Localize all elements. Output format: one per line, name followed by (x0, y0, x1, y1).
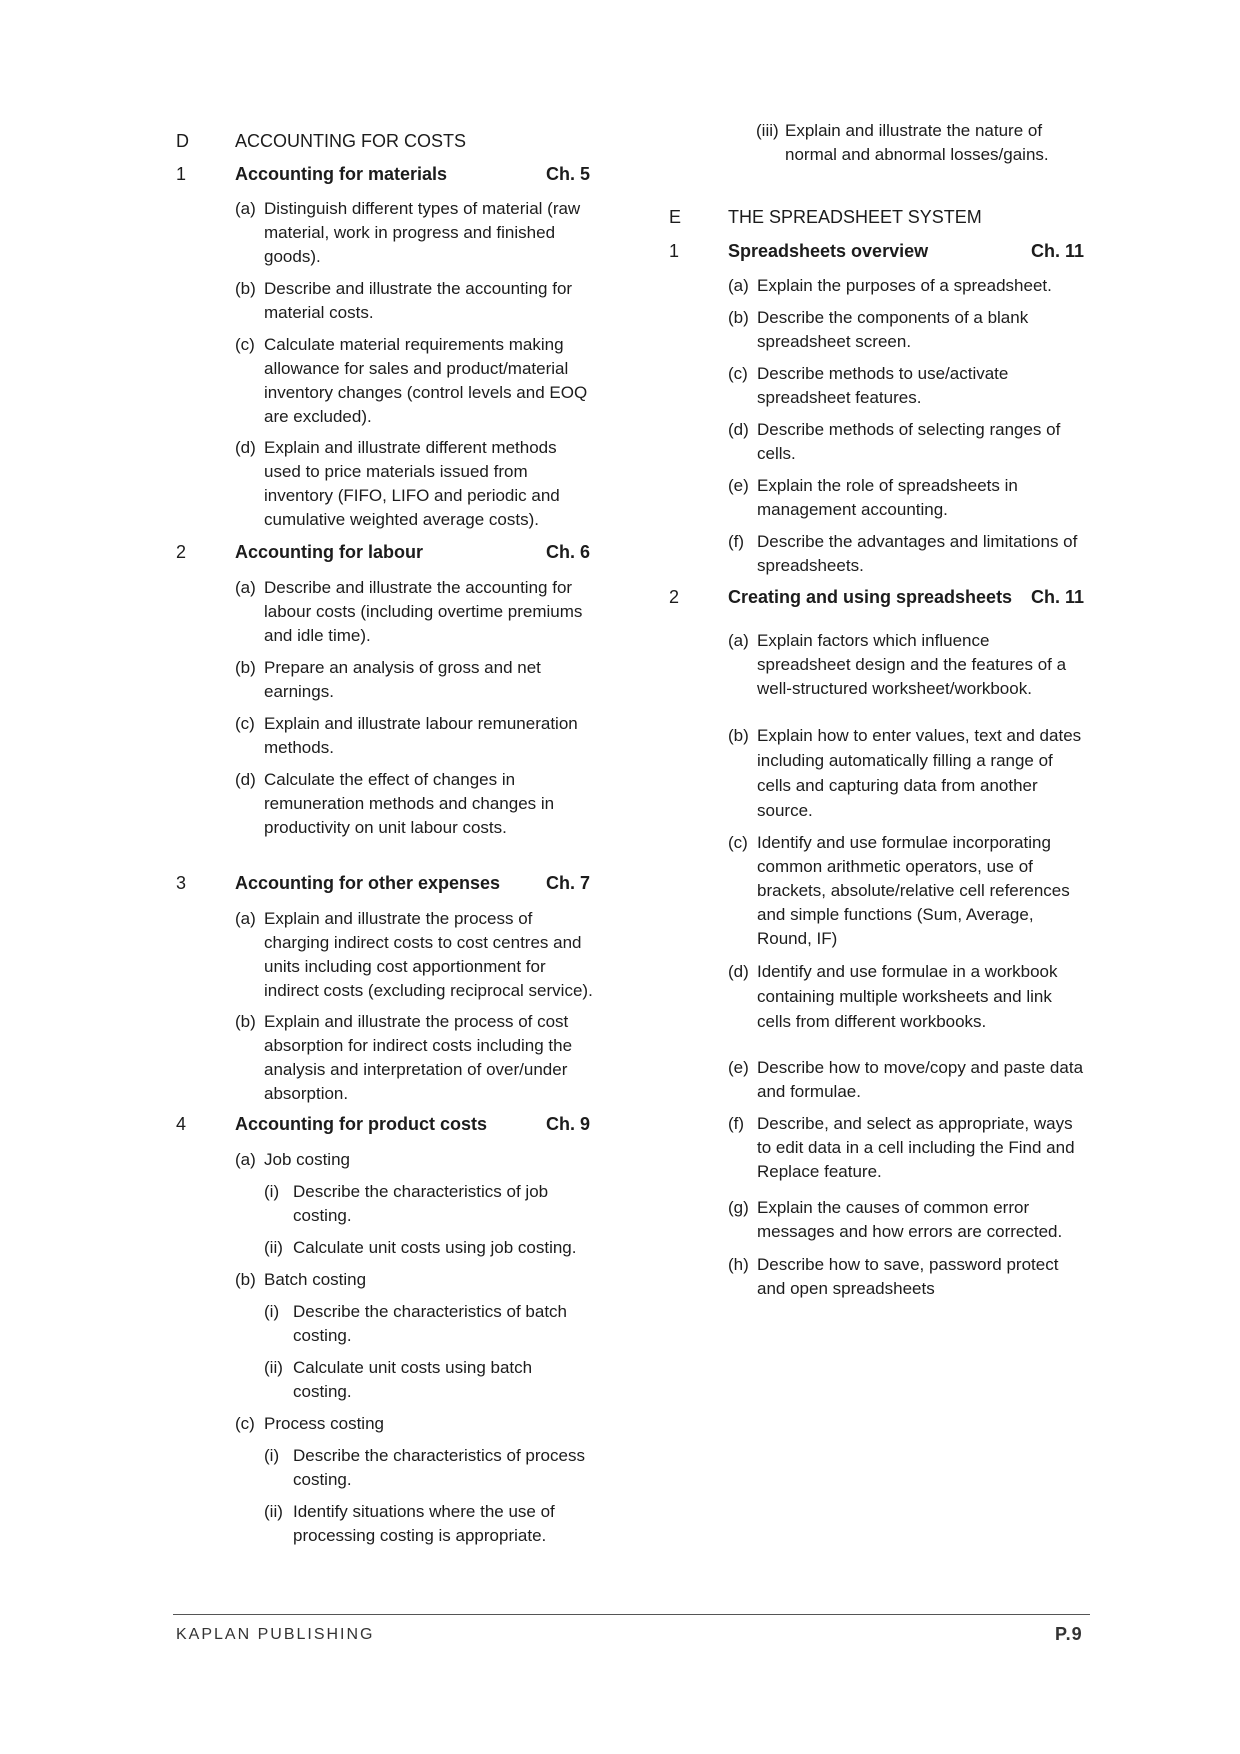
outcome-label: (d) (728, 420, 749, 439)
outcome-text: Describe the components of a blank spreadsheet screen. (757, 308, 1029, 351)
outcome-label: (d) (235, 438, 256, 457)
outcome-item (728, 1112, 1088, 1184)
outcome-item (728, 274, 1093, 298)
outcome-text: Prepare an analysis of gross and net earnings. (264, 658, 541, 701)
outcome-item (235, 576, 595, 648)
outcome-text: Explain and illustrate the process of charging indirect costs to cost centres and units including cost apportionment for indirect costs (excluding reciprocal service). (264, 909, 593, 1000)
outcome-item (235, 197, 595, 269)
sub-outcome-label: (i) (264, 1302, 280, 1321)
outcome-label: (a) (728, 631, 749, 650)
sub-outcome-label: (ii) (264, 1358, 283, 1377)
outcome-item (235, 333, 595, 429)
outcome-label: (c) (728, 364, 748, 383)
section-title: THE SPREADSHEET SYSTEM (728, 207, 982, 227)
sub-outcome-label: (ii) (264, 1238, 283, 1257)
topic-number: 2 (176, 542, 187, 562)
footer-divider (173, 1614, 1090, 1615)
sub-outcome-label: (iii) (756, 121, 779, 140)
section-letter: E (669, 207, 682, 227)
outcome-item (235, 1268, 595, 1292)
outcome-label: (a) (235, 909, 256, 928)
outcome-label: (b) (728, 308, 749, 327)
outcome-item (728, 629, 1073, 701)
sub-outcome-text: Describe the characteristics of process costing. (293, 1446, 585, 1489)
outcome-label: (e) (728, 1058, 749, 1077)
sub-outcome-label: (ii) (264, 1502, 283, 1521)
outcome-label: (d) (728, 962, 749, 981)
outcome-text: Calculate the effect of changes in remuneration methods and changes in productivity on unit labour costs. (264, 770, 555, 837)
outcome-text: Describe the advantages and limitations of spreadsheets. (757, 532, 1078, 575)
outcome-item (728, 306, 1048, 354)
outcome-item (235, 656, 595, 704)
sub-outcome-label: (i) (264, 1182, 280, 1201)
outcome-text: Describe how to save, password protect and open spreadsheets (757, 1255, 1059, 1298)
chapter-ref: Ch. 5 (546, 164, 591, 184)
outcome-label: (c) (235, 714, 255, 733)
outcome-text: Describe methods of selecting ranges of cells. (757, 420, 1061, 463)
outcome-label: (a) (235, 578, 256, 597)
outcome-text: Explain factors which influence spreadsheet design and the features of a well-structured worksheet/workbook. (757, 631, 1067, 698)
outcome-label: (a) (235, 1150, 256, 1169)
page-number: P.9 (1055, 1624, 1083, 1644)
topic-title: Creating and using spreadsheets (728, 587, 1013, 607)
outcome-label: (h) (728, 1255, 749, 1274)
chapter-ref: Ch. 11 (1031, 241, 1085, 261)
outcome-label: (c) (235, 335, 255, 354)
outcome-text: Batch costing (264, 1270, 367, 1289)
sub-outcome-text: Describe the characteristics of batch costing. (293, 1302, 568, 1345)
topic-title: Accounting for labour (235, 542, 423, 562)
outcome-item (235, 768, 595, 840)
topic-title: Spreadsheets overview (728, 241, 929, 261)
chapter-ref: Ch. 11 (1031, 587, 1085, 607)
sub-outcome-text: Describe the characteristics of job costing. (293, 1182, 549, 1225)
outcome-label: (c) (728, 833, 748, 852)
outcome-text: Describe and illustrate the accounting for labour costs (including overtime premiums and idle time). (264, 578, 583, 645)
footer-publisher: KAPLAN PUBLISHING (176, 1626, 375, 1643)
outcome-item (235, 1412, 595, 1436)
outcome-item (235, 712, 595, 760)
outcome-text: Explain how to enter values, text and dates including automatically filling a range of cells and capturing data from another source. (757, 726, 1082, 820)
topic-number: 1 (176, 164, 187, 184)
outcome-text: Describe methods to use/activate spreadsheet features. (757, 364, 1009, 407)
topic-number: 4 (176, 1114, 187, 1134)
sub-outcome-item (264, 1236, 594, 1260)
outcome-item (728, 831, 1088, 951)
outcome-text: Calculate material requirements making allowance for sales and product/material inventory changes (control levels and EOQ are excluded). (264, 335, 588, 426)
outcome-text: Job costing (264, 1150, 350, 1169)
outcome-text: Explain the purposes of a spreadsheet. (757, 276, 1052, 295)
sub-outcome-item (264, 1356, 594, 1404)
topic-number: 3 (176, 873, 187, 893)
outcome-label: (d) (235, 770, 256, 789)
outcome-item (235, 436, 595, 532)
outcome-label: (f) (728, 532, 745, 551)
sub-outcome-text: Explain and illustrate the nature of normal and abnormal losses/gains. (785, 121, 1049, 164)
topic-title: Accounting for product costs (235, 1114, 487, 1134)
chapter-ref: Ch. 9 (546, 1114, 591, 1134)
sub-outcome-text: Calculate unit costs using job costing. (293, 1238, 577, 1257)
outcome-text: Describe, and select as appropriate, ways to edit data in a cell including the Find and Replace feature. (757, 1114, 1075, 1181)
outcome-label: (b) (235, 1012, 256, 1031)
sub-outcome-label: (i) (264, 1446, 280, 1465)
outcome-item (235, 1010, 595, 1106)
outcome-item (728, 723, 1088, 823)
outcome-text: Explain the role of spreadsheets in management accounting. (757, 476, 1018, 519)
outcome-item (728, 530, 1093, 578)
outcome-label: (b) (728, 726, 749, 745)
section-letter: D (176, 131, 189, 151)
outcome-label: (a) (235, 199, 256, 218)
outcome-item (728, 1196, 1088, 1244)
outcome-text: Explain and illustrate different methods used to price materials issued from inventory (FIFO, LIFO and periodic and cumulative weighted average costs). (264, 438, 560, 529)
sub-outcome-item (264, 1500, 594, 1548)
outcome-item (728, 362, 1048, 410)
outcome-item (235, 907, 600, 1003)
sub-outcome-item (264, 1444, 594, 1492)
outcome-item (235, 277, 595, 325)
outcome-text: Explain and illustrate the process of cost absorption for indirect costs including the analysis and interpretation of over/under absorption. (264, 1012, 573, 1103)
outcome-item (728, 474, 1058, 522)
outcome-text: Identify and use formulae incorporating common arithmetic operators, use of brackets, absolute/relative cell references and simple functions (Sum, Average, Round, IF) (757, 833, 1070, 948)
outcome-item (728, 1056, 1093, 1104)
outcome-text: Process costing (264, 1414, 384, 1433)
outcome-label: (b) (235, 1270, 256, 1289)
outcome-label: (g) (728, 1198, 749, 1217)
outcome-item (235, 1148, 595, 1172)
outcome-text: Describe how to move/copy and paste data and formulae. (757, 1058, 1084, 1101)
topic-number: 2 (669, 587, 680, 607)
outcome-text: Identify and use formulae in a workbook containing multiple worksheets and link cells from different workbooks. (757, 962, 1058, 1031)
sub-outcome-item (756, 119, 1086, 167)
sub-outcome-text: Calculate unit costs using batch costing. (293, 1358, 533, 1401)
sub-outcome-item (264, 1180, 594, 1228)
chapter-ref: Ch. 6 (546, 542, 591, 562)
outcome-item (728, 418, 1078, 466)
outcome-item (728, 959, 1073, 1034)
topic-number: 1 (669, 241, 680, 261)
outcome-text: Explain and illustrate labour remuneration methods. (264, 714, 578, 757)
topic-title: Accounting for materials (235, 164, 448, 184)
outcome-text: Describe and illustrate the accounting for material costs. (264, 279, 573, 322)
sub-outcome-item (264, 1300, 594, 1348)
outcome-text: Distinguish different types of material (raw material, work in progress and finished goods). (264, 199, 581, 266)
outcome-label: (a) (728, 276, 749, 295)
outcome-item (728, 1253, 1073, 1301)
outcome-label: (f) (728, 1114, 745, 1133)
outcome-text: Explain the causes of common error messages and how errors are corrected. (757, 1198, 1063, 1241)
section-title: ACCOUNTING FOR COSTS (235, 131, 467, 151)
outcome-label: (c) (235, 1414, 255, 1433)
topic-title: Accounting for other expenses (235, 873, 501, 893)
outcome-label: (b) (235, 658, 256, 677)
outcome-label: (b) (235, 279, 256, 298)
chapter-ref: Ch. 7 (546, 873, 591, 893)
sub-outcome-text: Identify situations where the use of processing costing is appropriate. (293, 1502, 555, 1545)
outcome-label: (e) (728, 476, 749, 495)
